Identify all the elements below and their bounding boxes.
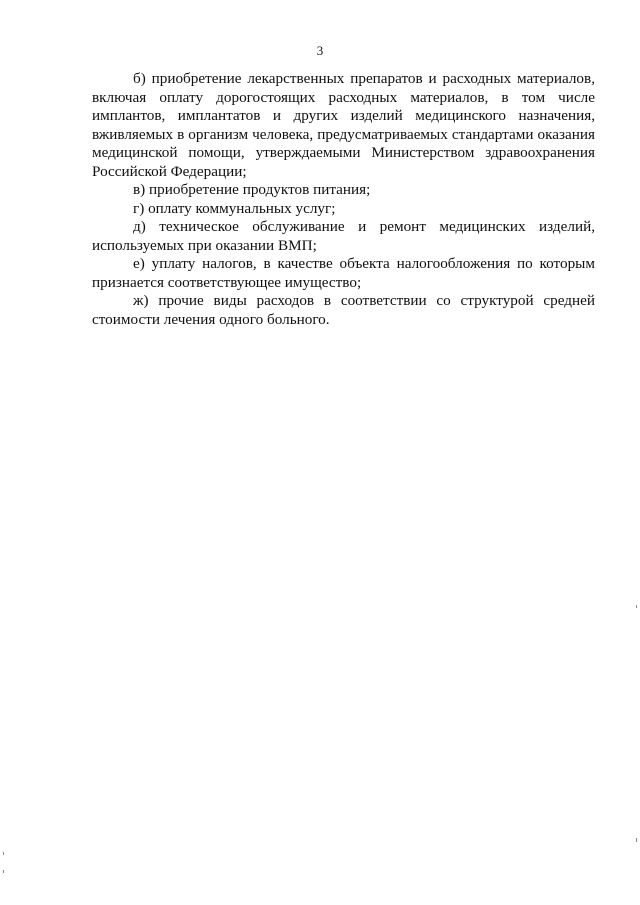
scan-artifact-mark [3,852,4,855]
paragraph-zh: ж) прочие виды расходов в соответствии со структурой средней стоимости лечения одного больного. [92,292,595,328]
paragraph-b: б) приобретение лекарственных препаратов и расходных материалов, включая оплату дорогостоящих расходных материалов, в том числе имплантов, имплантатов и других изделий медицинского назначения, вживляемых в организм человека, предусматриваемых стандартами оказания медицинской помощи, утверждаемыми Министерством здравоохранения Российской Федерации; [92,70,595,180]
page-number: 3 [316,43,324,58]
scan-artifact-mark [636,838,637,842]
scan-artifact-mark [3,870,4,873]
paragraph-d: д) техническое обслуживание и ремонт медицинских изделий, используемых при оказании ВМП; [92,218,595,254]
paragraph-v: в) приобретение продуктов питания; [133,181,371,198]
scan-artifact-mark [636,605,637,608]
paragraph-e: е) уплату налогов, в качестве объекта налогообложения по которым признается соответствующее имущество; [92,255,595,291]
document-body [92,70,595,329]
paragraph-g: г) оплату коммунальных услуг; [133,199,336,217]
